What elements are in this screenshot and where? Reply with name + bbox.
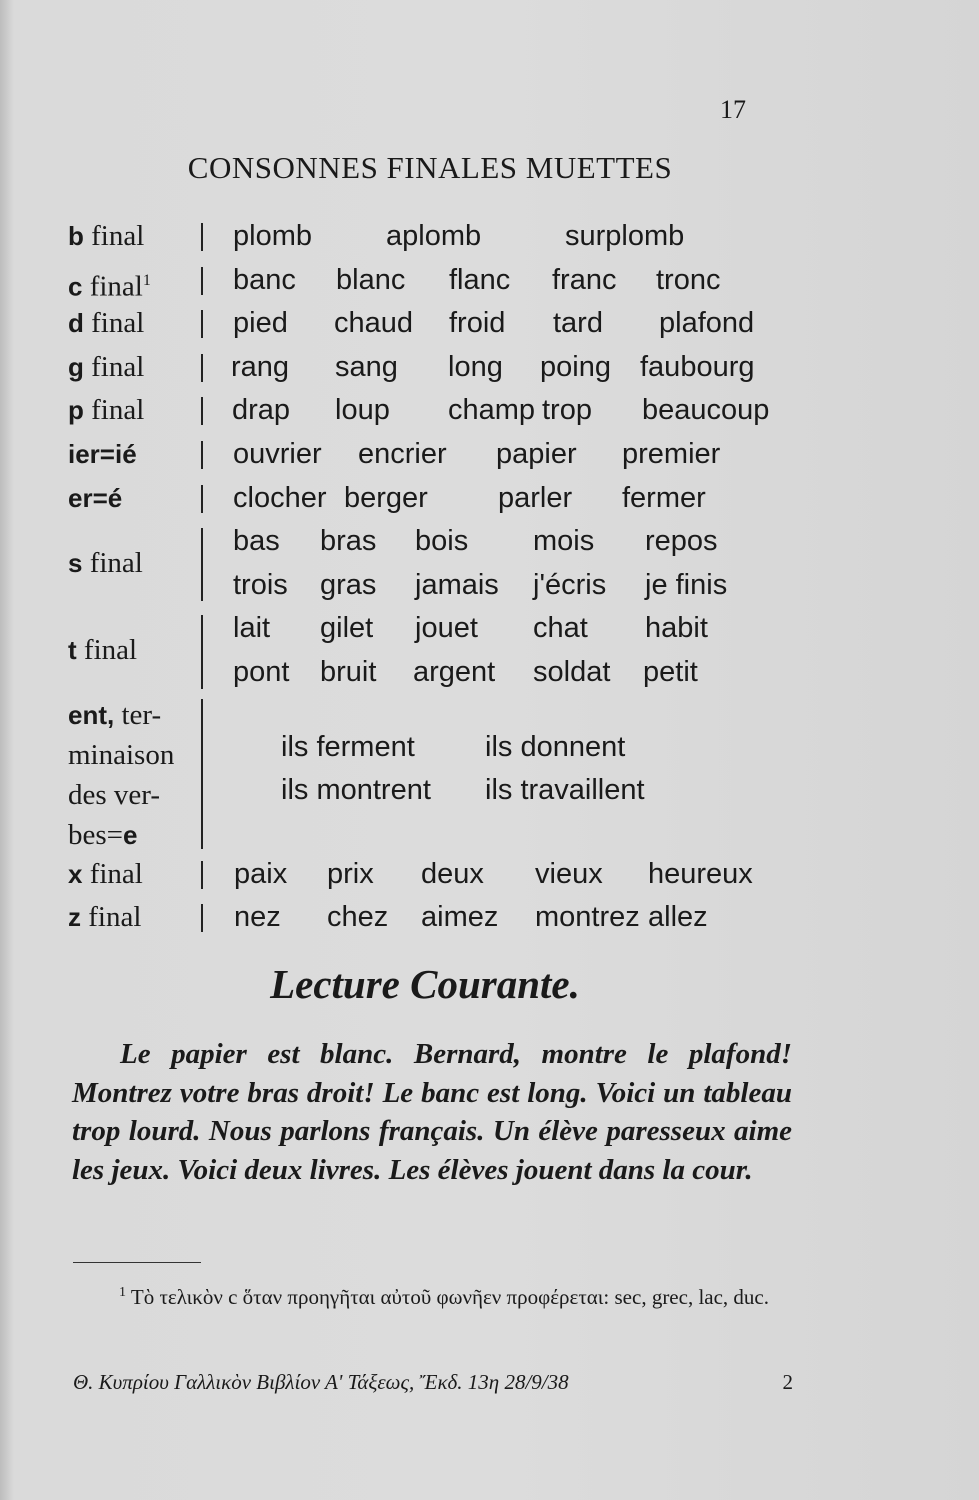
example-word: sang bbox=[335, 350, 398, 383]
example-word: petit bbox=[643, 655, 698, 688]
separator-bar bbox=[201, 441, 203, 469]
example-word: pont bbox=[233, 655, 290, 688]
rule-row bbox=[68, 433, 828, 477]
example-word: deux bbox=[421, 857, 484, 890]
separator-bar bbox=[201, 485, 203, 513]
section-title: CONSONNES FINALES MUETTES bbox=[187, 150, 673, 185]
ent-group bbox=[68, 699, 828, 859]
rule-row bbox=[68, 477, 828, 521]
rule-key: d bbox=[68, 308, 84, 339]
example-word: blanc bbox=[336, 263, 406, 296]
rule-label-text: final bbox=[83, 394, 145, 427]
example-word: vieux bbox=[535, 857, 603, 890]
example-word: plomb bbox=[233, 220, 312, 252]
rule-key: x bbox=[68, 858, 83, 889]
example-word: gras bbox=[320, 568, 377, 601]
imprint-text: Θ. Κυπρίου Γαλλικὸν Βιβλίον Α' Τάξεως, Ἔκδ. 13η 28/9/38 bbox=[73, 1370, 569, 1394]
s-final-group bbox=[68, 520, 828, 607]
rule-label bbox=[68, 477, 203, 520]
example-word: prix bbox=[327, 857, 374, 890]
rule-label-text: bes= bbox=[68, 818, 124, 851]
example-word: paix bbox=[234, 857, 288, 890]
example-word: parler bbox=[498, 481, 573, 514]
signature-mark: 2 bbox=[782, 1370, 793, 1394]
example-word: nez bbox=[234, 901, 281, 934]
rule-label-text: final bbox=[83, 220, 145, 252]
example-word: chez bbox=[327, 901, 389, 934]
example-word: bois bbox=[415, 525, 469, 558]
example-word: jouet bbox=[415, 612, 478, 645]
rule-label bbox=[68, 853, 203, 896]
example-word: loup bbox=[335, 394, 390, 427]
footnote-text: Τὸ τελικὸν c ὅταν προηγῆται αὐτοῦ φωνῆεν προφέρεται: sec, grec, lac, duc. bbox=[130, 1285, 769, 1309]
rule-key: ier=ié bbox=[68, 439, 137, 469]
t-final-group bbox=[68, 607, 828, 694]
example-word: jamais bbox=[415, 568, 499, 601]
example-word: habit bbox=[645, 612, 708, 645]
example-word: pied bbox=[233, 307, 288, 340]
rule-label bbox=[68, 695, 203, 855]
rule-label-text: final bbox=[83, 307, 145, 340]
rule-row bbox=[68, 346, 828, 390]
example-word: fermer bbox=[622, 481, 706, 514]
example-word: plafond bbox=[659, 307, 755, 340]
rule-label bbox=[68, 346, 203, 389]
example-word: montrez bbox=[535, 901, 640, 934]
rule-key: b bbox=[68, 221, 84, 251]
separator-bar bbox=[201, 310, 203, 338]
footnote-marker: 1 bbox=[119, 1285, 126, 1300]
separator-bar bbox=[201, 615, 203, 688]
rule-row bbox=[68, 896, 828, 940]
example-word: lait bbox=[233, 612, 271, 645]
example-word: trop bbox=[542, 394, 592, 427]
reading-heading: Lecture Courante. bbox=[270, 961, 580, 1007]
example-word: premier bbox=[622, 438, 721, 470]
footnote bbox=[73, 1277, 793, 1313]
example-word: drap bbox=[232, 394, 291, 427]
example-word: papier bbox=[496, 438, 577, 470]
rule-label-text: final bbox=[82, 270, 143, 303]
example-word: ils travaillent bbox=[485, 773, 645, 806]
rule-label bbox=[68, 215, 203, 258]
example-word: repos bbox=[645, 525, 718, 558]
example-word: soldat bbox=[533, 655, 611, 688]
example-word: flanc bbox=[449, 263, 511, 296]
example-word: long bbox=[448, 350, 503, 383]
rule-key: ent, bbox=[68, 699, 115, 730]
rule-row bbox=[68, 215, 828, 259]
imprint bbox=[73, 1370, 793, 1395]
example-word: rang bbox=[231, 350, 290, 383]
rule-label bbox=[68, 433, 203, 476]
example-word: heureux bbox=[648, 857, 753, 890]
example-word: je finis bbox=[645, 568, 728, 601]
rule-label-text: final bbox=[81, 901, 142, 934]
rule-key: e bbox=[123, 819, 138, 850]
separator-bar bbox=[201, 397, 203, 425]
example-word: bas bbox=[233, 525, 280, 558]
rule-row bbox=[68, 389, 828, 433]
example-word: ils montrent bbox=[281, 773, 431, 806]
example-word: mois bbox=[533, 525, 595, 558]
separator-bar bbox=[201, 354, 203, 382]
rule-key: t bbox=[68, 635, 77, 666]
footnote-ref: 1 bbox=[142, 271, 151, 289]
footnote-rule bbox=[73, 1262, 201, 1263]
example-word: allez bbox=[648, 901, 708, 934]
rule-label bbox=[68, 542, 203, 585]
rule-label bbox=[68, 896, 203, 939]
rule-key: s bbox=[68, 547, 83, 578]
example-word: ils donnent bbox=[485, 730, 626, 763]
rule-key: p bbox=[68, 395, 84, 426]
rule-label-text: ter- bbox=[114, 698, 162, 731]
example-word: gilet bbox=[320, 612, 374, 645]
example-word: beaucoup bbox=[642, 394, 770, 427]
rule-label bbox=[68, 302, 203, 345]
rule-label bbox=[68, 629, 203, 672]
example-word: poing bbox=[540, 350, 611, 383]
rule-row bbox=[68, 302, 828, 346]
example-word: chat bbox=[533, 612, 588, 645]
example-word: faubourg bbox=[640, 350, 755, 383]
example-word: surplomb bbox=[565, 220, 685, 252]
example-word: chaud bbox=[334, 307, 414, 340]
rule-label-text: final bbox=[82, 546, 143, 579]
example-word: bruit bbox=[320, 655, 377, 688]
example-word: froid bbox=[449, 307, 506, 340]
example-word: j'écris bbox=[533, 568, 607, 601]
separator-bar bbox=[201, 223, 203, 251]
rule-key: c bbox=[68, 271, 83, 302]
rule-label bbox=[68, 389, 203, 432]
rule-label-text: final bbox=[83, 350, 145, 383]
example-word: bras bbox=[320, 525, 377, 558]
rule-label bbox=[68, 259, 203, 309]
rule-label-text: des ver- bbox=[68, 778, 161, 811]
example-word: clocher bbox=[233, 481, 327, 514]
rule-key: g bbox=[68, 351, 84, 382]
rule-key: z bbox=[68, 902, 81, 933]
separator-bar bbox=[201, 528, 203, 601]
example-word: encrier bbox=[358, 438, 447, 470]
separator-bar bbox=[201, 267, 203, 295]
rule-label-text: minaison bbox=[68, 738, 175, 771]
separator-bar bbox=[201, 861, 203, 889]
page-number: 17 bbox=[720, 95, 746, 124]
separator-bar bbox=[201, 904, 203, 932]
reading-paragraph: Le papier est blanc. Bernard, montre le plafond! Montrez votre bras droit! Le banc est long. Voici un tableau trop lourd. Nous parlons français. Un élève paresseux aime les jeux. Voici deux livres. Les élèves jouent dans la cour. bbox=[72, 1038, 792, 1186]
example-word: argent bbox=[413, 655, 496, 688]
example-word: banc bbox=[233, 263, 296, 296]
example-word: aplomb bbox=[386, 220, 482, 252]
rule-row bbox=[68, 853, 828, 897]
example-word: berger bbox=[344, 481, 428, 514]
example-word: franc bbox=[552, 263, 617, 296]
example-word: tronc bbox=[656, 263, 721, 296]
rule-row bbox=[68, 259, 828, 303]
example-word: aimez bbox=[421, 901, 499, 934]
example-word: trois bbox=[233, 568, 288, 601]
example-word: ils ferment bbox=[281, 730, 415, 763]
example-word: tard bbox=[553, 307, 603, 340]
rule-label-text: final bbox=[82, 857, 143, 890]
rule-key: er=é bbox=[68, 482, 123, 513]
separator-bar bbox=[201, 699, 203, 849]
example-word: champ bbox=[448, 394, 536, 427]
rule-label-text: final bbox=[76, 634, 138, 667]
example-word: ouvrier bbox=[233, 438, 322, 470]
